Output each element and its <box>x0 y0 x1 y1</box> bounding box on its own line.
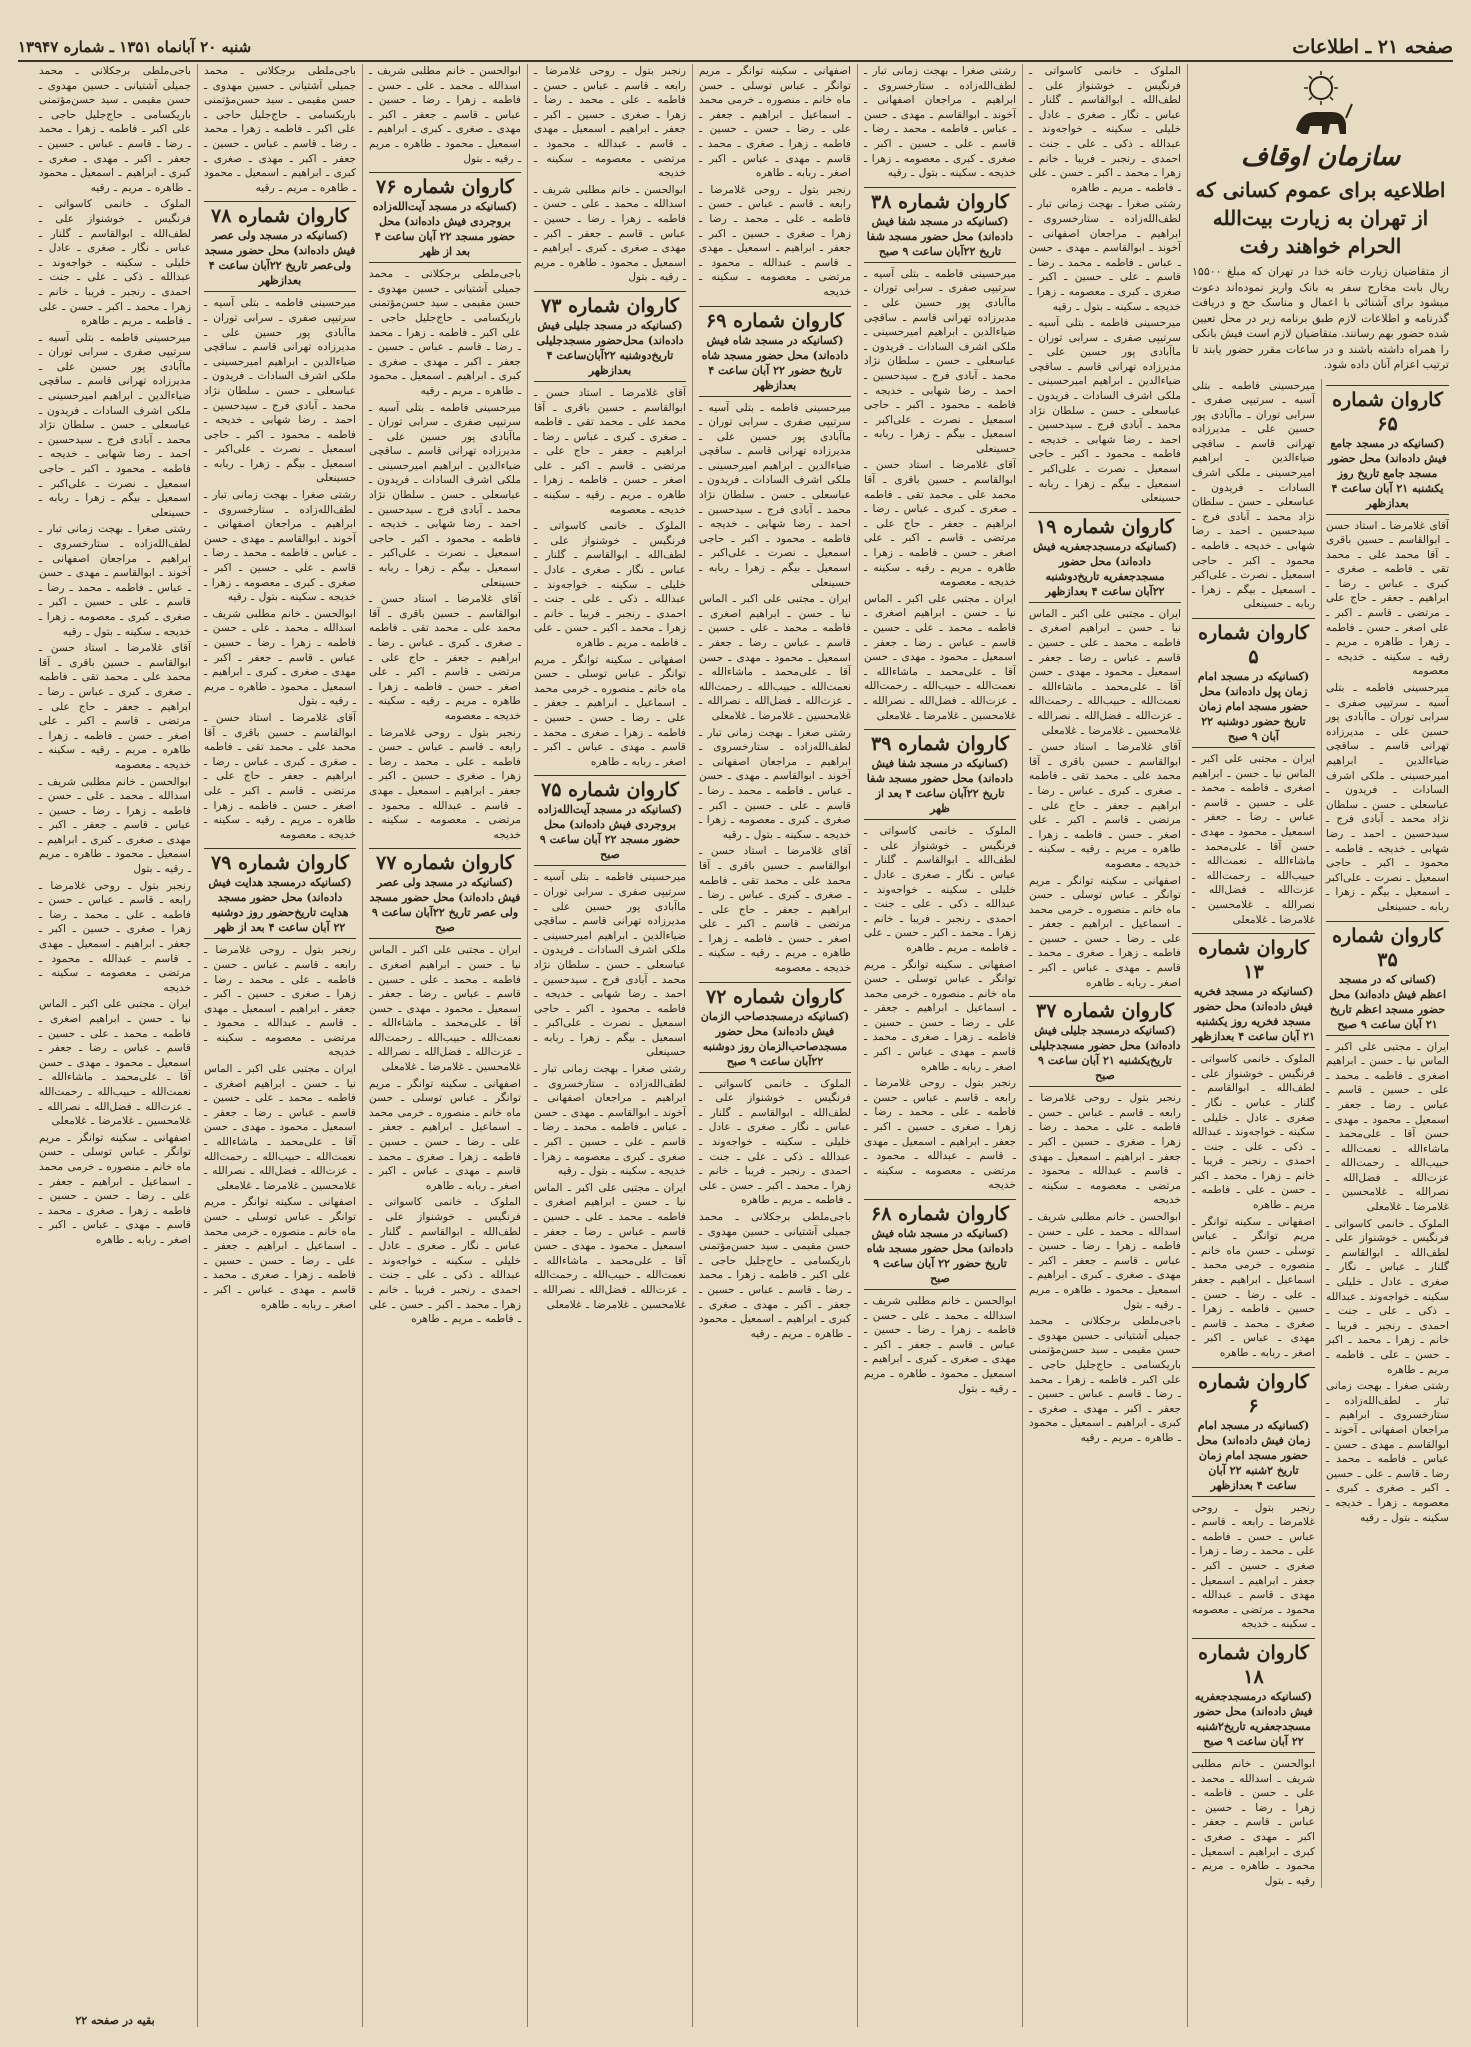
notice-title: اطلاعیه برای عموم کسانی که از تهران به زیارت بیت‌الله الحرام خواهند رفت <box>1195 178 1446 258</box>
caravan-72: کاروان شماره ۷۲ (کسانیکه درمسجدصاحب الزمان فیش داده‌اند) محل حضور مسجدصاحب‌الزمان روز دوشنبه ۲۲آبان ساعت ۹ صبح <box>699 982 851 1073</box>
name-list: الملوک ـ خانمی کاسواتی ـ فرنگیس ـ خوشنواز علی ـ لطف‌الله ـ ابوالقاسم ـ گلنار ـ عباس ـ نگار ـ صغری ـ عادل ـ خلیلی ـ سکینه ـ خواجه‌وند ـ عبدالله ـ ذکی ـ علی ـ جنت ـ احمدی ـ رنجبر ـ فریبا ـ خانم ـ زهرا ـ محمد ـ اکبر ـ حسن ـ علی ـ فاطمه ـ مریم ـ طاهره <box>369 1196 521 1326</box>
name-list: میرحسینی فاطمه ـ بتلی آسیه ـ سرتیپی صفری ـ سرابی توران ـ ماآبادی پور حسین علی ـ مدیرزاده تهرانی قاسم ـ ساقچی ضیاءالدین ـ ابراهیم امیرحسینی ـ ملکی اشرف السادات ـ فریدون ـ عباسعلی ـ حسن ـ سلطان نژاد محمد ـ آبادی فرج ـ سیدحسین ـ احمد ـ رضا شهابی ـ خدیجه ـ فاطمه ـ محمود ـ اکبر ـ حاجی اسمعیل ـ نصرت ـ علی‌اکبر ـ اسمعیل ـ بیگم ـ زهرا ـ ربابه ـ حسینعلی <box>1326 682 1449 913</box>
name-list: ایران ـ مجتبی علی اکبر ـ الماس نیا ـ حسن ـ ابراهیم اصغری ـ فاطمه ـ محمد ـ علی ـ حسین ـ قاسم ـ عباس ـ رضا ـ جعفر ـ اسمعیل ـ محمود ـ مهدی ـ حسن آقا ـ علی‌محمد ـ ماشاءالله ـ نعمت‌الله ـ حبیب‌الله ـ رحمت‌الله ـ عزت‌الله ـ فضل‌الله ـ نصرالله ـ غلامحسین ـ غلامرضا ـ غلامعلی <box>699 593 851 722</box>
name-list: اصفهانی ـ سکینه توانگر ـ مریم توانگر ـ عباس توسلی ـ حسن ماه خانم ـ منصوره ـ خرمی محمد ـ اسماعیل ـ ابراهیم ـ جعفر ـ علی ـ رضا ـ حسن ـ حسین ـ فاطمه ـ زهرا ـ صغری ـ محمد ـ قاسم ـ مهدی ـ عباس ـ اکبر ـ اصغر ـ ربابه ـ طاهره <box>1029 874 1181 989</box>
name-list: ایران ـ مجتبی علی اکبر ـ الماس نیا ـ حسن ـ ابراهیم اصغری ـ فاطمه ـ محمد ـ علی ـ حسین ـ قاسم ـ عباس ـ رضا ـ جعفر ـ اسمعیل ـ محمود ـ مهدی ـ حسن آقا ـ علی‌محمد ـ ماشاءالله ـ نعمت‌الله ـ حبیب‌الله ـ رحمت‌الله ـ عزت‌الله ـ فضل‌الله ـ نصرالله ـ غلامحسین ـ غلامرضا ـ غلامعلی <box>864 592 1016 722</box>
notice-subcolumns <box>1192 379 1449 1889</box>
name-list: رشتی صغرا ـ بهجت زمانی تبار ـ لطف‌الله‌زاده ـ ستارخسروی ـ ابراهیم ـ مراجعان اصفهانی ـ آخوند ـ ابوالقاسم ـ مهدی ـ حسن ـ عباس ـ فاطمه ـ محمد ـ رضا ـ قاسم ـ علی ـ حسین ـ اکبر ـ صغری ـ کبری ـ معصومه ـ زهرا ـ خدیجه ـ سکینه ـ بتول ـ رقیه <box>204 489 356 604</box>
name-list: ایران ـ مجتبی علی اکبر ـ الماس نیا ـ حسن ـ ابراهیم اصغری ـ فاطمه ـ محمد ـ علی ـ حسین ـ قاسم ـ عباس ـ رضا ـ جعفر ـ اسمعیل ـ محمود ـ مهدی ـ حسن آقا ـ علی‌محمد ـ ماشاءالله ـ نعمت‌الله ـ حبیب‌الله ـ رحمت‌الله ـ عزت‌الله ـ فضل‌الله ـ نصرالله ـ غلامحسین ـ غلامرضا ـ غلامعلی <box>1029 607 1181 737</box>
name-list: ابوالحسن ـ خانم مطلبی شریف ـ اسدالله ـ محمد ـ علی ـ حسن ـ فاطمه ـ زهرا ـ رضا ـ حسین ـ عباس ـ قاسم ـ جعفر ـ اکبر ـ مهدی ـ صغری ـ کبری ـ ابراهیم ـ اسمعیل ـ محمود ـ طاهره ـ مریم ـ رقیه ـ بتول <box>204 607 356 708</box>
name-list: ابوالحسن ـ خانم مطلبی شریف ـ اسدالله ـ محمد ـ علی ـ حسن ـ فاطمه ـ زهرا ـ رضا ـ حسین ـ عباس ـ قاسم ـ جعفر ـ اکبر ـ مهدی ـ صغری ـ کبری ـ ابراهیم ـ اسمعیل ـ محمود ـ طاهره ـ مریم ـ رقیه ـ بتول <box>864 1295 1016 1395</box>
name-list: ابوالحسن ـ خانم مطلبی شریف ـ اسدالله ـ محمد ـ علی ـ حسن ـ فاطمه ـ زهرا ـ رضا ـ حسین ـ عباس ـ قاسم ـ جعفر ـ اکبر ـ مهدی ـ صغری ـ کبری ـ ابراهیم ـ اسمعیل ـ محمود ـ طاهره ـ مریم ـ رقیه ـ بتول <box>369 65 521 165</box>
name-list: رشتی صغرا ـ بهجت زمانی تبار ـ لطف‌الله‌زاده ـ ستارخسروی ـ ابراهیم ـ مراجعان اصفهانی ـ آخوند ـ ابوالقاسم ـ مهدی ـ حسن ـ عباس ـ فاطمه ـ محمد ـ رضا ـ قاسم ـ علی ـ حسین ـ اکبر ـ صغری ـ کبری ـ معصومه ـ زهرا ـ خدیجه ـ سکینه ـ بتول ـ رقیه <box>699 726 851 841</box>
column-7 <box>1022 64 1187 2027</box>
name-list: رشتی صغرا ـ بهجت زمانی تبار ـ لطف‌الله‌زاده ـ ستارخسروی ـ ابراهیم ـ مراجعان اصفهانی ـ آخوند ـ ابوالقاسم ـ مهدی ـ حسن ـ عباس ـ فاطمه ـ محمد ـ رضا ـ قاسم ـ علی ـ حسین ـ اکبر ـ صغری ـ کبری ـ معصومه ـ زهرا ـ خدیجه ـ سکینه ـ بتول ـ رقیه <box>1326 1380 1449 1524</box>
lion-and-sun-emblem-icon <box>1286 68 1356 140</box>
name-list: اصفهانی ـ سکینه توانگر ـ مریم توانگر ـ عباس توسلی ـ حسن ماه خانم ـ منصوره ـ خرمی محمد ـ اسماعیل ـ ابراهیم ـ جعفر ـ علی ـ رضا ـ حسن ـ حسین ـ فاطمه ـ زهرا ـ صغری ـ محمد ـ قاسم ـ مهدی ـ عباس ـ اکبر ـ اصغر ـ ربابه ـ طاهره <box>369 1077 521 1192</box>
name-list: رنجبر بتول ـ روحی غلامرضا ـ رابعه ـ قاسم ـ عباس ـ حسن ـ فاطمه ـ علی ـ محمد ـ رضا ـ زهرا ـ صغری ـ حسین ـ اکبر ـ جعفر ـ ابراهیم ـ اسمعیل ـ مهدی ـ قاسم ـ عبدالله ـ محمود ـ مرتضی ـ معصومه ـ سکینه ـ خدیجه <box>369 726 521 841</box>
name-list: الملوک ـ خانمی کاسواتی ـ فرنگیس ـ خوشنواز علی ـ لطف‌الله ـ ابوالقاسم ـ گلنار ـ عباس ـ نگار ـ صغری ـ عادل ـ خلیلی ـ سکینه ـ خواجه‌وند ـ عبدالله ـ ذکی ـ علی ـ جنت ـ احمدی ـ رنجبر ـ فریبا ـ خانم ـ زهرا ـ محمد ـ اکبر ـ حسن ـ علی ـ فاطمه ـ مریم ـ طاهره <box>534 520 686 649</box>
notice-subcol-right <box>1321 379 1449 1889</box>
caravan-79: کاروان شماره ۷۹ (کسانیکه درمسجد هدایت فیش داده‌اند) محل حضور مسجد هدایت تاریخ‌حضور روز دوشنبه ۲۲ آبان ساعت ۴ بعد از ظهر <box>204 848 356 939</box>
name-list: آقای غلامرضا ـ استاد حسن ـ ابوالقاسم ـ حسین باقری ـ آقا محمد علی ـ محمد تقی ـ فاطمه ـ صغری ـ کبری ـ عباس ـ رضا ـ ابراهیم ـ جعفر ـ حاج علی ـ مرتضی ـ قاسم ـ اکبر ـ علی اصغر ـ حسن ـ فاطمه ـ زهرا ـ طاهره ـ مریم ـ رقیه ـ سکینه ـ خدیجه ـ معصومه <box>204 711 356 841</box>
name-list: ایران ـ مجتبی علی اکبر ـ الماس نیا ـ حسن ـ ابراهیم اصغری ـ فاطمه ـ محمد ـ علی ـ حسین ـ قاسم ـ عباس ـ رضا ـ جعفر ـ اسمعیل ـ محمود ـ مهدی ـ حسن آقا ـ علی‌محمد ـ ماشاءالله ـ نعمت‌الله ـ حبیب‌الله ـ رحمت‌الله ـ عزت‌الله ـ فضل‌الله ـ نصرالله ـ غلامحسین ـ غلامرضا ـ غلامعلی <box>1192 753 1315 926</box>
notice-subcol-left <box>1192 379 1315 1889</box>
name-list: رنجبر بتول ـ روحی غلامرضا ـ رابعه ـ قاسم ـ عباس ـ حسن ـ فاطمه ـ علی ـ محمد ـ رضا ـ زهرا ـ صغری ـ حسین ـ اکبر ـ جعفر ـ ابراهیم ـ اسمعیل ـ مهدی ـ قاسم ـ عبدالله ـ محمود ـ مرتضی ـ معصومه ـ سکینه ـ خدیجه <box>534 65 686 180</box>
name-list: اصفهانی ـ سکینه توانگر ـ مریم توانگر ـ عباس توسلی ـ حسن ماه خانم ـ منصوره ـ خرمی محمد ـ اسماعیل ـ ابراهیم ـ جعفر ـ علی ـ رضا ـ حسن ـ حسین ـ فاطمه ـ زهرا ـ صغری ـ محمد ـ قاسم ـ مهدی ـ عباس ـ اکبر ـ اصغر ـ ربابه ـ طاهره <box>204 1196 356 1311</box>
caravan-37: کاروان شماره ۳۷ (کسانیکه درمسجد جلیلی فیش داده‌اند) محل حضور مسجدجلیلی تاریخ‌یکشنبه ۲۱ آبان ساعت ۹ صبح <box>1029 996 1181 1087</box>
column-notice <box>1187 64 1453 2027</box>
name-list: الملوک ـ خانمی کاسواتی ـ فرنگیس ـ خوشنواز علی ـ لطف‌الله ـ ابوالقاسم ـ گلنار ـ عباس ـ نگار ـ صغری ـ عادل ـ خلیلی ـ سکینه ـ خواجه‌وند ـ عبدالله ـ ذکی ـ علی ـ جنت ـ احمدی ـ رنجبر ـ فریبا ـ خانم ـ زهرا ـ محمد ـ اکبر ـ حسن ـ علی ـ فاطمه ـ مریم ـ طاهره <box>39 198 191 328</box>
name-list: باجی‌ملطی برجکلانی ـ محمد جمیلی آشتیانی ـ حسین مهدوی ـ حسن مقیمی ـ سید حسن‌مؤتمنی باریکسامی ـ حاج‌جلیل حاجی ـ علی اکبر ـ فاطمه ـ زهرا ـ محمد ـ رضا ـ قاسم ـ عباس ـ حسین ـ جعفر ـ اکبر ـ مهدی ـ صغری ـ کبری ـ ابراهیم ـ اسمعیل ـ محمود ـ طاهره ـ مریم ـ رقیه <box>369 268 521 397</box>
name-list: آقای غلامرضا ـ استاد حسن ـ ابوالقاسم ـ حسین باقری ـ آقا محمد علی ـ محمد تقی ـ فاطمه ـ صغری ـ کبری ـ عباس ـ رضا ـ ابراهیم ـ جعفر ـ حاج علی ـ مرتضی ـ قاسم ـ اکبر ـ علی اصغر ـ حسن ـ فاطمه ـ زهرا ـ طاهره ـ مریم ـ رقیه ـ سکینه ـ خدیجه ـ معصومه <box>864 459 1016 589</box>
name-list: الملوک ـ خانمی کاسواتی ـ فرنگیس ـ خوشنواز علی ـ لطف‌الله ـ ابوالقاسم ـ گلنار ـ عباس ـ نگار ـ صغری ـ عادل ـ خلیلی ـ سکینه ـ خواجه‌وند ـ عبدالله ـ ذکی ـ علی ـ جنت ـ احمدی ـ رنجبر ـ فریبا ـ خانم ـ زهرا ـ محمد ـ اکبر ـ حسن ـ علی ـ فاطمه ـ مریم ـ طاهره <box>699 1077 851 1207</box>
issue-date-line: شنبه ۲۰ آبانماه ۱۳۵۱ ـ شماره ۱۳۹۴۷ <box>18 38 252 56</box>
column-5 <box>692 64 857 2027</box>
caravan-68: کاروان شماره ۶۸ (کسانیکه در مسجد شاه فیش داده‌اند) محل حضور مسجد شاه تاریخ حضور ۲۲ آبان ساعت ۹ صبح <box>864 1199 1016 1290</box>
caravan-38: کاروان شماره ۳۸ (کسانیکه در مسجد شفا فیش داده‌اند) محل حضور مسجد شفا تاریخ ۲۲آبان ساعت ۹ صبح <box>864 187 1016 263</box>
name-list: آقای غلامرضا ـ استاد حسن ـ ابوالقاسم ـ حسین باقری ـ آقا محمد علی ـ محمد تقی ـ فاطمه ـ صغری ـ کبری ـ عباس ـ رضا ـ ابراهیم ـ جعفر ـ حاج علی ـ مرتضی ـ قاسم ـ اکبر ـ علی اصغر ـ حسن ـ فاطمه ـ زهرا ـ طاهره ـ مریم ـ رقیه ـ سکینه ـ خدیجه ـ معصومه <box>1029 741 1181 870</box>
name-list: ابوالحسن ـ خانم مطلبی شریف ـ اسدالله ـ محمد ـ علی ـ حسن ـ فاطمه ـ زهرا ـ رضا ـ حسین ـ عباس ـ قاسم ـ جعفر ـ اکبر ـ مهدی ـ صغری ـ کبری ـ ابراهیم ـ اسمعیل ـ محمود ـ طاهره ـ مریم ـ رقیه ـ بتول <box>534 183 686 284</box>
name-list: آقای غلامرضا ـ استاد حسن ـ ابوالقاسم ـ حسین باقری ـ آقا محمد علی ـ محمد تقی ـ فاطمه ـ صغری ـ کبری ـ عباس ـ رضا ـ ابراهیم ـ جعفر ـ حاج علی ـ مرتضی ـ قاسم ـ اکبر ـ علی اصغر ـ حسن ـ فاطمه ـ زهرا ـ طاهره ـ مریم ـ رقیه ـ سکینه ـ خدیجه ـ معصومه <box>1326 519 1449 678</box>
caravan-13: کاروان شماره ۱۳ (کسانیکه در مسجد فخریه فیش داده‌اند) محل حضور مسجد فخریه روز یکشنبه ۲۱ آبان ساعت ۴ بعدازظهر <box>1192 933 1315 1048</box>
name-list: میرحسینی فاطمه ـ بتلی آسیه ـ سرتیپی صفری ـ سرابی توران ـ ماآبادی پور حسین علی ـ مدیرزاده تهرانی قاسم ـ ساقچی ضیاءالدین ـ ابراهیم امیرحسینی ـ ملکی اشرف السادات ـ فریدون ـ عباسعلی ـ حسن ـ سلطان نژاد محمد ـ آبادی فرج ـ سیدحسین ـ احمد ـ رضا شهابی ـ خدیجه ـ فاطمه ـ محمود ـ اکبر ـ حاجی اسمعیل ـ نصرت ـ علی‌اکبر ـ اسمعیل ـ بیگم ـ زهرا ـ ربابه ـ حسینعلی <box>369 401 521 589</box>
name-list: رشتی صغرا ـ بهجت زمانی تبار ـ لطف‌الله‌زاده ـ ستارخسروی ـ ابراهیم ـ مراجعان اصفهانی ـ آخوند ـ ابوالقاسم ـ مهدی ـ حسن ـ عباس ـ فاطمه ـ محمد ـ رضا ـ قاسم ـ علی ـ حسین ـ اکبر ـ صغری ـ کبری ـ معصومه ـ زهرا ـ خدیجه ـ سکینه ـ بتول ـ رقیه <box>864 65 1016 180</box>
name-list: آقای غلامرضا ـ استاد حسن ـ ابوالقاسم ـ حسین باقری ـ آقا محمد علی ـ محمد تقی ـ فاطمه ـ صغری ـ کبری ـ عباس ـ رضا ـ ابراهیم ـ جعفر ـ حاج علی ـ مرتضی ـ قاسم ـ اکبر ـ علی اصغر ـ حسن ـ فاطمه ـ زهرا ـ طاهره ـ مریم ـ رقیه ـ سکینه ـ خدیجه ـ معصومه <box>369 593 521 722</box>
caravan-76: کاروان شماره ۷۶ (کسانیکه در مسجد آیت‌الله‌زاده بروجردی فیش داده‌اند) محل حضور مسجد ۲۲ آبان ساعت ۴ بعد از ظهر <box>369 172 521 263</box>
caravan-5: کاروان شماره ۵ (کسانیکه در مسجد امام زمان پول داده‌اند) محل حضور مسجد امام زمان تاریخ حضور دوشنبه ۲۲ آبان ۹ صبح <box>1192 618 1315 748</box>
org-name: سازمان اوقاف <box>1240 142 1401 172</box>
name-list: رشتی صغرا ـ بهجت زمانی تبار ـ لطف‌الله‌زاده ـ ستارخسروی ـ ابراهیم ـ مراجعان اصفهانی ـ آخوند ـ ابوالقاسم ـ مهدی ـ حسن ـ عباس ـ فاطمه ـ محمد ـ رضا ـ قاسم ـ علی ـ حسین ـ اکبر ـ صغری ـ کبری ـ معصومه ـ زهرا ـ خدیجه ـ سکینه ـ بتول ـ رقیه <box>534 1063 686 1178</box>
name-list: اصفهانی ـ سکینه توانگر ـ مریم توانگر ـ عباس توسلی ـ حسن ماه خانم ـ منصوره ـ خرمی محمد ـ اسماعیل ـ ابراهیم ـ جعفر ـ علی ـ رضا ـ حسن ـ حسین ـ فاطمه ـ زهرا ـ صغری ـ محمد ـ قاسم ـ مهدی ـ عباس ـ اکبر ـ اصغر ـ ربابه ـ طاهره <box>864 958 1016 1073</box>
name-list: میرحسینی فاطمه ـ بتلی آسیه ـ سرتیپی صفری ـ سرابی توران ـ ماآبادی پور حسین علی ـ مدیرزاده تهرانی قاسم ـ ساقچی ضیاءالدین ـ ابراهیم امیرحسینی ـ ملکی اشرف السادات ـ فریدون ـ عباسعلی ـ حسن ـ سلطان نژاد محمد ـ آبادی فرج ـ سیدحسین ـ احمد ـ رضا شهابی ـ خدیجه ـ فاطمه ـ محمود ـ اکبر ـ حاجی اسمعیل ـ نصرت ـ علی‌اکبر ـ اسمعیل ـ بیگم ـ زهرا ـ ربابه ـ حسینعلی <box>699 401 851 589</box>
column-4 <box>527 64 692 2027</box>
name-list: ابوالحسن ـ خانم مطلبی شریف ـ اسدالله ـ محمد ـ علی ـ حسن ـ فاطمه ـ زهرا ـ رضا ـ حسین ـ عباس ـ قاسم ـ جعفر ـ اکبر ـ مهدی ـ صغری ـ کبری ـ ابراهیم ـ اسمعیل ـ محمود ـ طاهره ـ مریم ـ رقیه ـ بتول <box>1192 1757 1315 1887</box>
name-list: الملوک ـ خانمی کاسواتی ـ فرنگیس ـ خوشنواز علی ـ لطف‌الله ـ ابوالقاسم ـ گلنار ـ عباس ـ نگار ـ صغری ـ عادل ـ خلیلی ـ سکینه ـ خواجه‌وند ـ عبدالله ـ ذکی ـ علی ـ جنت ـ احمدی ـ رنجبر ـ فریبا ـ خانم ـ زهرا ـ محمد ـ اکبر ـ حسن ـ علی ـ فاطمه ـ مریم ـ طاهره <box>864 825 1016 954</box>
name-list: رنجبر بتول ـ روحی غلامرضا ـ رابعه ـ قاسم ـ عباس ـ حسن ـ فاطمه ـ علی ـ محمد ـ رضا ـ زهرا ـ صغری ـ حسین ـ اکبر ـ جعفر ـ ابراهیم ـ اسمعیل ـ مهدی ـ قاسم ـ عبدالله ـ محمود ـ مرتضی ـ معصومه ـ سکینه ـ خدیجه <box>1192 1501 1315 1631</box>
caravan-69: کاروان شماره ۶۹ (کسانیکه در مسجد شاه فیش داده‌اند) محل حضور مسجد شاه تاریخ حضور ۲۲ آبان ساعت ۴ بعدازظهر <box>699 306 851 397</box>
name-list: اصفهانی ـ سکینه توانگر ـ مریم توانگر ـ عباس توسلی ـ حسن ماه خانم ـ منصوره ـ خرمی محمد ـ اسماعیل ـ ابراهیم ـ جعفر ـ علی ـ رضا ـ حسن ـ حسین ـ فاطمه ـ زهرا ـ صغری ـ محمد ـ قاسم ـ مهدی ـ عباس ـ اکبر ـ اصغر ـ ربابه ـ طاهره <box>534 653 686 768</box>
column-3 <box>362 64 527 2027</box>
caravan-19: کاروان شماره ۱۹ (کسانیکه درمسجدجعفریه فیش داده‌اند) محل حضور مسجدجعفریه تاریخ‌دوشنبه ۲۲آبان ساعت ۴ بعدازظهر <box>1029 512 1181 603</box>
org-emblem <box>1192 68 1449 140</box>
name-list: ابوالحسن ـ خانم مطلبی شریف ـ اسدالله ـ محمد ـ علی ـ حسن ـ فاطمه ـ زهرا ـ رضا ـ حسین ـ عباس ـ قاسم ـ جعفر ـ اکبر ـ مهدی ـ صغری ـ کبری ـ ابراهیم ـ اسمعیل ـ محمود ـ طاهره ـ مریم ـ رقیه ـ بتول <box>39 775 191 876</box>
column-6 <box>857 64 1022 2027</box>
name-list: الملوک ـ خانمی کاسواتی ـ فرنگیس ـ خوشنواز علی ـ لطف‌الله ـ ابوالقاسم ـ گلنار ـ عباس ـ نگار ـ صغری ـ عادل ـ خلیلی ـ سکینه ـ خواجه‌وند ـ عبدالله ـ ذکی ـ علی ـ جنت ـ احمدی ـ رنجبر ـ فریبا ـ خانم ـ زهرا ـ محمد ـ اکبر ـ حسن ـ علی ـ فاطمه ـ مریم ـ طاهره <box>1192 1053 1315 1212</box>
column-2 <box>197 64 362 2027</box>
name-list: باجی‌ملطی برجکلانی ـ محمد جمیلی آشتیانی ـ حسین مهدوی ـ حسن مقیمی ـ سید حسن‌مؤتمنی باریکسامی ـ حاج‌جلیل حاجی ـ علی اکبر ـ فاطمه ـ زهرا ـ محمد ـ رضا ـ قاسم ـ عباس ـ حسین ـ جعفر ـ اکبر ـ مهدی ـ صغری ـ کبری ـ ابراهیم ـ اسمعیل ـ محمود ـ طاهره ـ مریم ـ رقیه <box>699 1211 851 1340</box>
caravan-6: کاروان شماره ۶ (کسانیکه در مسجد امام زمان فیش داده‌اند) محل حضور مسجد امام زمان تاریخ ۲شنبه ۲۲ آبان ساعت ۴ بعدازظهر <box>1192 1367 1315 1497</box>
name-list: ایران ـ مجتبی علی اکبر ـ الماس نیا ـ حسن ـ ابراهیم اصغری ـ فاطمه ـ محمد ـ علی ـ حسین ـ قاسم ـ عباس ـ رضا ـ جعفر ـ اسمعیل ـ محمود ـ مهدی ـ حسن آقا ـ علی‌محمد ـ ماشاءالله ـ نعمت‌الله ـ حبیب‌الله ـ رحمت‌الله ـ عزت‌الله ـ فضل‌الله ـ نصرالله ـ غلامحسین ـ غلامرضا ـ غلامعلی <box>1326 1040 1449 1214</box>
name-list: میرحسینی فاطمه ـ بتلی آسیه ـ سرتیپی صفری ـ سرابی توران ـ ماآبادی پور حسین علی ـ مدیرزاده تهرانی قاسم ـ ساقچی ضیاءالدین ـ ابراهیم امیرحسینی ـ ملکی اشرف السادات ـ فریدون ـ عباسعلی ـ حسن ـ سلطان نژاد محمد ـ آبادی فرج ـ سیدحسین ـ احمد ـ رضا شهابی ـ خدیجه ـ فاطمه ـ محمود ـ اکبر ـ حاجی اسمعیل ـ نصرت ـ علی‌اکبر ـ اسمعیل ـ بیگم ـ زهرا ـ ربابه ـ حسینعلی <box>1029 317 1181 505</box>
name-list: رنجبر بتول ـ روحی غلامرضا ـ رابعه ـ قاسم ـ عباس ـ حسن ـ فاطمه ـ علی ـ محمد ـ رضا ـ زهرا ـ صغری ـ حسین ـ اکبر ـ جعفر ـ ابراهیم ـ اسمعیل ـ مهدی ـ قاسم ـ عبدالله ـ محمود ـ مرتضی ـ معصومه ـ سکینه ـ خدیجه <box>204 944 356 1059</box>
name-list: ایران ـ مجتبی علی اکبر ـ الماس نیا ـ حسن ـ ابراهیم اصغری ـ فاطمه ـ محمد ـ علی ـ حسین ـ قاسم ـ عباس ـ رضا ـ جعفر ـ اسمعیل ـ محمود ـ مهدی ـ حسن آقا ـ علی‌محمد ـ ماشاءالله ـ نعمت‌الله ـ حبیب‌الله ـ رحمت‌الله ـ عزت‌الله ـ فضل‌الله ـ نصرالله ـ غلامحسین ـ غلامرضا ـ غلامعلی <box>39 998 191 1128</box>
name-list: باجی‌ملطی برجکلانی ـ محمد جمیلی آشتیانی ـ حسین مهدوی ـ حسن مقیمی ـ سید حسن‌مؤتمنی باریکسامی ـ حاج‌جلیل حاجی ـ علی اکبر ـ فاطمه ـ زهرا ـ محمد ـ رضا ـ قاسم ـ عباس ـ حسین ـ جعفر ـ اکبر ـ مهدی ـ صغری ـ کبری ـ ابراهیم ـ اسمعیل ـ محمود ـ طاهره ـ مریم ـ رقیه <box>204 65 356 194</box>
name-list: رشتی صغرا ـ بهجت زمانی تبار ـ لطف‌الله‌زاده ـ ستارخسروی ـ ابراهیم ـ مراجعان اصفهانی ـ آخوند ـ ابوالقاسم ـ مهدی ـ حسن ـ عباس ـ فاطمه ـ محمد ـ رضا ـ قاسم ـ علی ـ حسین ـ اکبر ـ صغری ـ کبری ـ معصومه ـ زهرا ـ خدیجه ـ سکینه ـ بتول ـ رقیه <box>39 523 191 638</box>
name-list: اصفهانی ـ سکینه توانگر ـ مریم توانگر ـ عباس توسلی ـ حسن ماه خانم ـ منصوره ـ خرمی محمد ـ اسماعیل ـ ابراهیم ـ جعفر ـ علی ـ رضا ـ حسن ـ حسین ـ فاطمه ـ زهرا ـ صغری ـ محمد ـ قاسم ـ مهدی ـ عباس ـ اکبر ـ اصغر ـ ربابه ـ طاهره <box>699 65 851 180</box>
name-list: اصفهانی ـ سکینه توانگر ـ مریم توانگر ـ عباس توسلی ـ حسن ماه خانم ـ منصوره ـ خرمی محمد ـ اسماعیل ـ ابراهیم ـ جعفر ـ علی ـ رضا ـ حسن ـ حسین ـ فاطمه ـ زهرا ـ صغری ـ محمد ـ قاسم ـ مهدی ـ عباس ـ اکبر ـ اصغر ـ ربابه ـ طاهره <box>39 1131 191 1246</box>
caravan-39: کاروان شماره ۳۹ (کسانیکه در مسجد شفا فیش داده‌اند) محل حضور مسجد شفا تاریخ ۲۲آبان ساعت ۴ بعد از ظهر <box>864 729 1016 820</box>
caravan-65: کاروان شماره ۶۵ (کسانیکه در مسجد جامع فیش داده‌اند) محل حضور مسجد جامع تاریخ روز یکشنبه ۲۱ آبان ساعت ۴ بعدازظهر <box>1326 385 1449 515</box>
name-list: رنجبر بتول ـ روحی غلامرضا ـ رابعه ـ قاسم ـ عباس ـ حسن ـ فاطمه ـ علی ـ محمد ـ رضا ـ زهرا ـ صغری ـ حسین ـ اکبر ـ جعفر ـ ابراهیم ـ اسمعیل ـ مهدی ـ قاسم ـ عبدالله ـ محمود ـ مرتضی ـ معصومه ـ سکینه ـ خدیجه <box>1029 1092 1181 1207</box>
name-list: ایران ـ مجتبی علی اکبر ـ الماس نیا ـ حسن ـ ابراهیم اصغری ـ فاطمه ـ محمد ـ علی ـ حسین ـ قاسم ـ عباس ـ رضا ـ جعفر ـ اسمعیل ـ محمود ـ مهدی ـ حسن آقا ـ علی‌محمد ـ ماشاءالله ـ نعمت‌الله ـ حبیب‌الله ـ رحمت‌الله ـ عزت‌الله ـ فضل‌الله ـ نصرالله ـ غلامحسین ـ غلامرضا ـ غلامعلی <box>534 1181 686 1311</box>
name-list: الملوک ـ خانمی کاسواتی ـ فرنگیس ـ خوشنواز علی ـ لطف‌الله ـ ابوالقاسم ـ گلنار ـ عباس ـ نگار ـ صغری ـ عادل ـ خلیلی ـ سکینه ـ خواجه‌وند ـ عبدالله ـ ذکی ـ علی ـ جنت ـ احمدی ـ رنجبر ـ فریبا ـ خانم ـ زهرا ـ محمد ـ اکبر ـ حسن ـ علی ـ فاطمه ـ مریم ـ طاهره <box>1326 1217 1449 1376</box>
name-list: الملوک ـ خانمی کاسواتی ـ فرنگیس ـ خوشنواز علی ـ لطف‌الله ـ ابوالقاسم ـ گلنار ـ عباس ـ نگار ـ صغری ـ عادل ـ خلیلی ـ سکینه ـ خواجه‌وند ـ عبدالله ـ ذکی ـ علی ـ جنت ـ احمدی ـ رنجبر ـ فریبا ـ خانم ـ زهرا ـ محمد ـ اکبر ـ حسن ـ علی ـ فاطمه ـ مریم ـ طاهره <box>1029 65 1181 194</box>
caravan-75: کاروان شماره ۷۵ (کسانیکه در مسجد آیت‌الله‌زاده بروجردی فیش داده‌اند) محل حضور مسجد ۲۲ آبان ساعت ۹ صبح <box>534 775 686 866</box>
caravan-77: کاروان شماره ۷۷ (کسانیکه در مسجد ولی عصر فیش داده‌اند) محل حضور مسجد ولی عصر تاریخ ۲۲آبان ساعت ۹ صبح <box>369 848 521 939</box>
name-list: میرحسینی فاطمه ـ بتلی آسیه ـ سرتیپی صفری ـ سرابی توران ـ ماآبادی پور حسین علی ـ مدیرزاده تهرانی قاسم ـ ساقچی ضیاءالدین ـ ابراهیم امیرحسینی ـ ملکی اشرف السادات ـ فریدون ـ عباسعلی ـ حسن ـ سلطان نژاد محمد ـ آبادی فرج ـ سیدحسین ـ احمد ـ رضا شهابی ـ خدیجه ـ فاطمه ـ محمود ـ اکبر ـ حاجی اسمعیل ـ نصرت ـ علی‌اکبر ـ اسمعیل ـ بیگم ـ زهرا ـ ربابه ـ حسینعلی <box>864 267 1016 455</box>
column-1 <box>33 64 197 2027</box>
name-list: میرحسینی فاطمه ـ بتلی آسیه ـ سرتیپی صفری ـ سرابی توران ـ ماآبادی پور حسین علی ـ مدیرزاده تهرانی قاسم ـ ساقچی ضیاءالدین ـ ابراهیم امیرحسینی ـ ملکی اشرف السادات ـ فریدون ـ عباسعلی ـ حسن ـ سلطان نژاد محمد ـ آبادی فرج ـ سیدحسین ـ احمد ـ رضا شهابی ـ خدیجه ـ فاطمه ـ محمود ـ اکبر ـ حاجی اسمعیل ـ نصرت ـ علی‌اکبر ـ اسمعیل ـ بیگم ـ زهرا ـ ربابه ـ حسینعلی <box>204 297 356 485</box>
name-list: اصفهانی ـ سکینه توانگر ـ مریم توانگر ـ عباس توسلی ـ حسن ماه خانم ـ منصوره ـ خرمی محمد ـ اسماعیل ـ ابراهیم ـ جعفر ـ علی ـ رضا ـ حسن ـ حسین ـ فاطمه ـ زهرا ـ صغری ـ محمد ـ قاسم ـ مهدی ـ عباس ـ اکبر ـ اصغر ـ ربابه ـ طاهره <box>1192 1215 1315 1359</box>
caravan-35: کاروان شماره ۳۵ (کسانی که در مسجد اعظم فیش داده‌اند) محل حضور مسجد اعظم تاریخ ۲۱ آبان ساعت ۹ صبح <box>1326 921 1449 1036</box>
name-list: میرحسینی فاطمه ـ بتلی آسیه ـ سرتیپی صفری ـ سرابی توران ـ ماآبادی پور حسین علی ـ مدیرزاده تهرانی قاسم ـ ساقچی ضیاءالدین ـ ابراهیم امیرحسینی ـ ملکی اشرف السادات ـ فریدون ـ عباسعلی ـ حسن ـ سلطان نژاد محمد ـ آبادی فرج ـ سیدحسین ـ احمد ـ رضا شهابی ـ خدیجه ـ فاطمه ـ محمود ـ اکبر ـ حاجی اسمعیل ـ نصرت ـ علی‌اکبر ـ اسمعیل ـ بیگم ـ زهرا ـ ربابه ـ حسینعلی <box>1192 379 1315 611</box>
name-list: رنجبر بتول ـ روحی غلامرضا ـ رابعه ـ قاسم ـ عباس ـ حسن ـ فاطمه ـ علی ـ محمد ـ رضا ـ زهرا ـ صغری ـ حسین ـ اکبر ـ جعفر ـ ابراهیم ـ اسمعیل ـ مهدی ـ قاسم ـ عبدالله ـ محمود ـ مرتضی ـ معصومه ـ سکینه ـ خدیجه <box>39 879 191 994</box>
name-list: میرحسینی فاطمه ـ بتلی آسیه ـ سرتیپی صفری ـ سرابی توران ـ ماآبادی پور حسین علی ـ مدیرزاده تهرانی قاسم ـ ساقچی ضیاءالدین ـ ابراهیم امیرحسینی ـ ملکی اشرف السادات ـ فریدون ـ عباسعلی ـ حسن ـ سلطان نژاد محمد ـ آبادی فرج ـ سیدحسین ـ احمد ـ رضا شهابی ـ خدیجه ـ فاطمه ـ محمود ـ اکبر ـ حاجی اسمعیل ـ نصرت ـ علی‌اکبر ـ اسمعیل ـ بیگم ـ زهرا ـ ربابه ـ حسینعلی <box>534 871 686 1059</box>
name-list: رشتی صغرا ـ بهجت زمانی تبار ـ لطف‌الله‌زاده ـ ستارخسروی ـ ابراهیم ـ مراجعان اصفهانی ـ آخوند ـ ابوالقاسم ـ مهدی ـ حسن ـ عباس ـ فاطمه ـ محمد ـ رضا ـ قاسم ـ علی ـ حسین ـ اکبر ـ صغری ـ کبری ـ معصومه ـ زهرا ـ خدیجه ـ سکینه ـ بتول ـ رقیه <box>1029 198 1181 313</box>
name-list: ابوالحسن ـ خانم مطلبی شریف ـ اسدالله ـ محمد ـ علی ـ حسن ـ فاطمه ـ زهرا ـ رضا ـ حسین ـ عباس ـ قاسم ـ جعفر ـ اکبر ـ مهدی ـ صغری ـ کبری ـ ابراهیم ـ اسمعیل ـ محمود ـ طاهره ـ مریم ـ رقیه ـ بتول <box>1029 1211 1181 1311</box>
name-list: ایران ـ مجتبی علی اکبر ـ الماس نیا ـ حسن ـ ابراهیم اصغری ـ فاطمه ـ محمد ـ علی ـ حسین ـ قاسم ـ عباس ـ رضا ـ جعفر ـ اسمعیل ـ محمود ـ مهدی ـ حسن آقا ـ علی‌محمد ـ ماشاءالله ـ نعمت‌الله ـ حبیب‌الله ـ رحمت‌الله ـ عزت‌الله ـ فضل‌الله ـ نصرالله ـ غلامحسین ـ غلامرضا ـ غلامعلی <box>369 944 521 1074</box>
name-list: آقای غلامرضا ـ استاد حسن ـ ابوالقاسم ـ حسین باقری ـ آقا محمد علی ـ محمد تقی ـ فاطمه ـ صغری ـ کبری ـ عباس ـ رضا ـ ابراهیم ـ جعفر ـ حاج علی ـ مرتضی ـ قاسم ـ اکبر ـ علی اصغر ـ حسن ـ فاطمه ـ زهرا ـ طاهره ـ مریم ـ رقیه ـ سکینه ـ خدیجه ـ معصومه <box>699 845 851 975</box>
name-list: آقای غلامرضا ـ استاد حسن ـ ابوالقاسم ـ حسین باقری ـ آقا محمد علی ـ محمد تقی ـ فاطمه ـ صغری ـ کبری ـ عباس ـ رضا ـ ابراهیم ـ جعفر ـ حاج علی ـ مرتضی ـ قاسم ـ اکبر ـ علی اصغر ـ حسن ـ فاطمه ـ زهرا ـ طاهره ـ مریم ـ رقیه ـ سکینه ـ خدیجه ـ معصومه <box>39 642 191 771</box>
page-title: صفحه ۲۱ ـ اطلاعات <box>1292 36 1453 58</box>
caravan-78: کاروان شماره ۷۸ (کسانیکه در مسجد ولی عصر فیش داده‌اند) محل حضور مسجد ولی‌عصر تاریخ ۲۲آبان ساعت ۴ بعدازظهر <box>204 201 356 292</box>
name-list: ایران ـ مجتبی علی اکبر ـ الماس نیا ـ حسن ـ ابراهیم اصغری ـ فاطمه ـ محمد ـ علی ـ حسین ـ قاسم ـ عباس ـ رضا ـ جعفر ـ اسمعیل ـ محمود ـ مهدی ـ حسن آقا ـ علی‌محمد ـ ماشاءالله ـ نعمت‌الله ـ حبیب‌الله ـ رحمت‌الله ـ عزت‌الله ـ فضل‌الله ـ نصرالله ـ غلامحسین ـ غلامرضا ـ غلامعلی <box>204 1063 356 1192</box>
caravan-73: کاروان شماره ۷۳ (کسانیکه در مسجد جلیلی فیش داده‌اند) محل‌حضور مسجدجلیلی تاریخ‌دوشنبه ۲۲آبان‌ساعت ۴ بعدازظهر <box>534 291 686 382</box>
name-list: باجی‌ملطی برجکلانی ـ محمد جمیلی آشتیانی ـ حسین مهدوی ـ حسن مقیمی ـ سید حسن‌مؤتمنی باریکسامی ـ حاج‌جلیل حاجی ـ علی اکبر ـ فاطمه ـ زهرا ـ محمد ـ رضا ـ قاسم ـ عباس ـ حسین ـ جعفر ـ اکبر ـ مهدی ـ صغری ـ کبری ـ ابراهیم ـ اسمعیل ـ محمود ـ طاهره ـ مریم ـ رقیه <box>1029 1315 1181 1444</box>
notice-body: از متقاضیان زیارت خانه خدا در تهران که مبلغ ۱۵۵۰۰ ریال بابت مخارج سفر به بانک واریز نموده‌اند دعوت میشود برای آشنائی با اعمال و مناسک حج و دریافت گذرنامه و اطلاعات لازم طبق برنامه زیر در محل تعیین شده حضور بهم رسانند. متقاضیان لازم است فیش بانکی را همراه داشته باشند و در ساعات مقرر حضور یابند تا ترتیب اعزام آنان داده شود. <box>1192 265 1449 371</box>
columns-container <box>18 64 1453 2027</box>
name-list: آقای غلامرضا ـ استاد حسن ـ ابوالقاسم ـ حسین باقری ـ آقا محمد علی ـ محمد تقی ـ فاطمه ـ صغری ـ کبری ـ عباس ـ رضا ـ ابراهیم ـ جعفر ـ حاج علی ـ مرتضی ـ قاسم ـ اکبر ـ علی اصغر ـ حسن ـ فاطمه ـ زهرا ـ طاهره ـ مریم ـ رقیه ـ سکینه ـ خدیجه ـ معصومه <box>534 386 686 516</box>
name-list: باجی‌ملطی برجکلانی ـ محمد جمیلی آشتیانی ـ حسین مهدوی ـ حسن مقیمی ـ سید حسن‌مؤتمنی باریکسامی ـ حاج‌جلیل حاجی ـ علی اکبر ـ فاطمه ـ زهرا ـ محمد ـ رضا ـ قاسم ـ عباس ـ حسین ـ جعفر ـ اکبر ـ مهدی ـ صغری ـ کبری ـ ابراهیم ـ اسمعیل ـ محمود ـ طاهره ـ مریم ـ رقیه <box>39 65 191 194</box>
name-list: میرحسینی فاطمه ـ بتلی آسیه ـ سرتیپی صفری ـ سرابی توران ـ ماآبادی پور حسین علی ـ مدیرزاده تهرانی قاسم ـ ساقچی ضیاءالدین ـ ابراهیم امیرحسینی ـ ملکی اشرف السادات ـ فریدون ـ عباسعلی ـ حسن ـ سلطان نژاد محمد ـ آبادی فرج ـ سیدحسین ـ احمد ـ رضا شهابی ـ خدیجه ـ فاطمه ـ محمود ـ اکبر ـ حاجی اسمعیل ـ نصرت ـ علی‌اکبر ـ اسمعیل ـ بیگم ـ زهرا ـ ربابه ـ حسینعلی <box>39 331 191 519</box>
continued-note: بقیه در صفحه ۲۲ <box>39 2014 191 2027</box>
name-list: رنجبر بتول ـ روحی غلامرضا ـ رابعه ـ قاسم ـ عباس ـ حسن ـ فاطمه ـ علی ـ محمد ـ رضا ـ زهرا ـ صغری ـ حسین ـ اکبر ـ جعفر ـ ابراهیم ـ اسمعیل ـ مهدی ـ قاسم ـ عبدالله ـ محمود ـ مرتضی ـ معصومه ـ سکینه ـ خدیجه <box>699 183 851 298</box>
name-list: رنجبر بتول ـ روحی غلامرضا ـ رابعه ـ قاسم ـ عباس ـ حسن ـ فاطمه ـ علی ـ محمد ـ رضا ـ زهرا ـ صغری ـ حسین ـ اکبر ـ جعفر ـ ابراهیم ـ اسمعیل ـ مهدی ـ قاسم ـ عبدالله ـ محمود ـ مرتضی ـ معصومه ـ سکینه ـ خدیجه <box>864 1077 1016 1192</box>
page-header <box>18 34 1453 62</box>
caravan-18: کاروان شماره ۱۸ (کسانیکه درمسجدجعفریه فیش داده‌اند) محل حضور مسجدجعفریه تاریخ۲شنبه ۲۲ آبان ساعت ۹ صبح <box>1192 1638 1315 1753</box>
